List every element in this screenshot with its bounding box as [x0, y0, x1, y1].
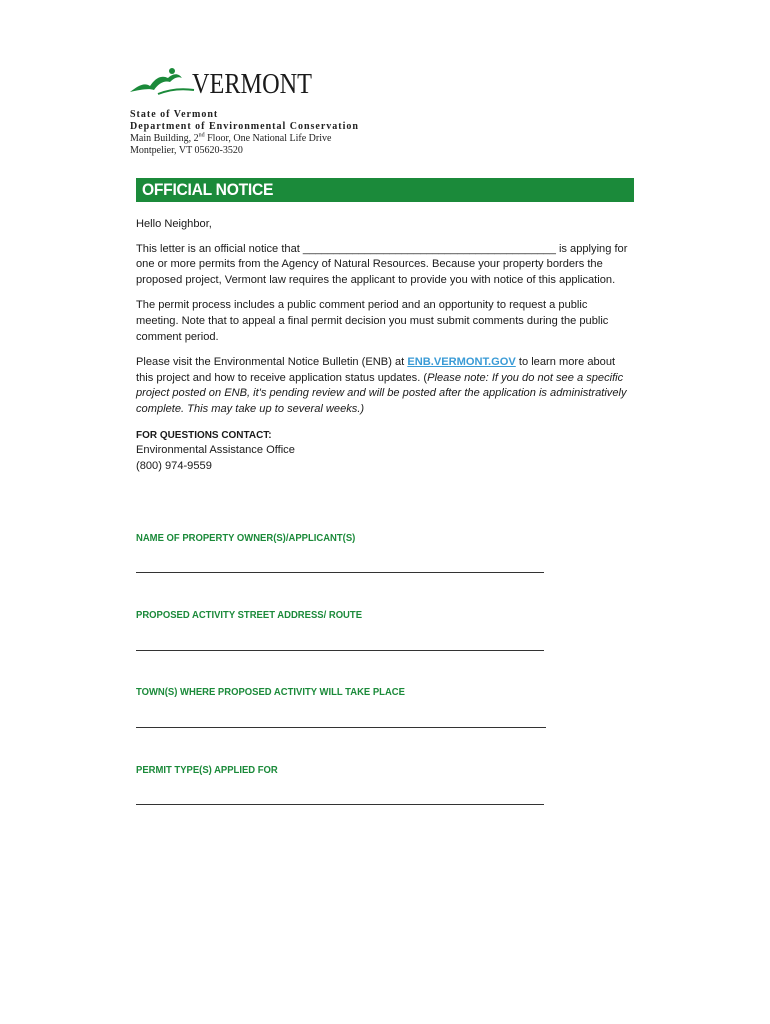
state-name: State of Vermont — [130, 109, 219, 120]
street-address: Main Building, 2nd Floor, One National Life Drive — [130, 132, 332, 144]
paragraph-process: The permit process includes a public comment period and an opportunity to request a public meeting. Note that to appeal a final permit decision you must submit comments during the public comment period. — [136, 299, 609, 343]
permit-types-line[interactable] — [136, 804, 544, 805]
vermont-logo — [128, 64, 314, 98]
towns-label: TOWN(S) WHERE PROPOSED ACTIVITY WILL TAKE PLACE — [136, 687, 405, 698]
applicant-blank: _________________________________________ — [302, 242, 556, 255]
department-name: Department of Environmental Conservation — [130, 121, 359, 132]
official-notice-banner — [136, 178, 634, 202]
paragraph-notice: This letter is an official notice that _________________________________________ is applying for one or more permits from the Agency of Natural Resources. Because your property borders the proposed project, Vermont law requires the applicant to provide you with notice of this application. — [136, 242, 628, 286]
enb-link[interactable]: ENB.VERMONT.GOV — [407, 356, 516, 369]
towns-line[interactable] — [136, 727, 546, 728]
permit-types-label: PERMIT TYPE(S) APPLIED FOR — [136, 765, 278, 776]
city-address: Montpelier, VT 05620-3520 — [130, 145, 243, 156]
owner-applicant-line[interactable] — [136, 572, 544, 573]
owner-applicant-label: NAME OF PROPERTY OWNER(S)/APPLICANT(S) — [136, 533, 356, 544]
paragraph-enb: Please visit the Environmental Notice Bulletin (ENB) at ENB.VERMONT.GOV to learn more about this project and how to receive application status updates. (Please note: If you do not see a specific project posted on ENB, it's pending review and will be posted after the application is administratively complete. This may take up to several weeks.) — [136, 356, 627, 415]
svg-text:VERMONT: VERMONT — [192, 68, 313, 100]
street-address-line[interactable] — [136, 650, 544, 651]
street-address-label: PROPOSED ACTIVITY STREET ADDRESS/ ROUTE — [136, 610, 363, 621]
contact-heading: FOR QUESTIONS CONTACT: — [136, 428, 272, 441]
banner-title: OFFICIAL NOTICE — [142, 180, 274, 199]
greeting: Hello Neighbor, — [136, 218, 212, 230]
letter-body — [136, 217, 632, 474]
contact-office: Environmental Assistance Office — [136, 444, 295, 457]
agency-address — [130, 109, 359, 157]
contact-phone: (800) 974-9559 — [136, 459, 212, 472]
